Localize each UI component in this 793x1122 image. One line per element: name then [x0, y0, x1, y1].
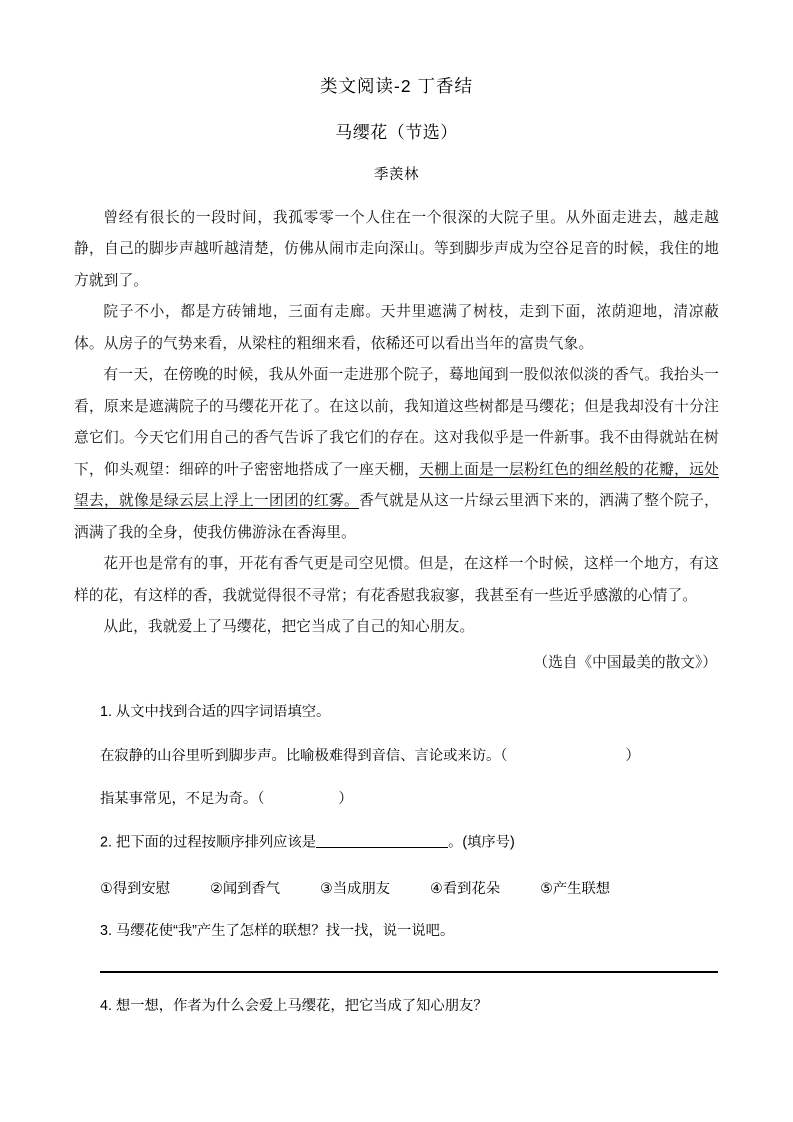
question-2-answer-blank[interactable] — [316, 833, 448, 848]
question-1-item-a — [74, 747, 719, 766]
question-3-stem: 3. 马缨花使“我”产生了怎样的联想？找一找，说一说吧。 — [100, 922, 455, 939]
passage-author: 季羡林 — [374, 167, 419, 184]
passage-paragraph: 从此，我就爱上了马缨花，把它当成了自己的知心朋友。 — [103, 619, 475, 636]
option-item[interactable]: ⑤产生联想 — [540, 880, 611, 897]
passage-paragraph: 曾经有很长的一段时间，我孤零零一个人住在一个很深的大院子里。从外面走进去，越走越静，自己的脚步声越听越清楚，仿佛从闹市走向深山。等到脚步声成为空谷足音的时候，我住的地方就到了。 — [74, 209, 719, 289]
question-1-item-a-text: 在寂静的山谷里听到脚步声。比喻极难得到音信、言论或来访。（ — [100, 747, 508, 764]
question-1-item-b-close: ） — [338, 790, 353, 807]
passage-title: 马缨花（节选） — [335, 123, 458, 142]
passage-paragraph: 花开也是常有的事，开花有香气更是司空见惯。但是，在这样一个时候，这样一个地方，有这样的花，有这样的香，我就觉得很不寻常；有花香慰我寂寥，我甚至有一些近乎感激的心情了。 — [74, 556, 719, 604]
question-1-stem: 1. 从文中找到合适的四字词语填空。 — [100, 704, 331, 721]
paragraph-text-after-underline: 香气就是从这一片绿云里洒下来的，洒满了整个院子，洒满了我的全身，使我仿佛游泳在香海里。 — [74, 493, 719, 541]
option-item[interactable]: ②闻到香气 — [210, 880, 281, 897]
question-2-options — [74, 878, 719, 898]
question-2-stem-after: 。(填序号) — [448, 834, 515, 851]
paragraph-text-before-underline: 有一天，在傍晚的时候，我从外面一走进那个院子，蓦地闻到一股似浓似淡的香气。我抬头一看，原来是遮满院子的马缨花开花了。在这以前，我知道这些树都是马缨花；但是我却没有十分注意它们。今天它们用自己的香气告诉了我它们的存在。这对我似乎是一件新事。我不由得就站在树下，仰头观望：细碎的叶子密密地搭成了一座天棚， — [74, 367, 719, 478]
passage-paragraph-with-underline — [74, 360, 719, 549]
question-4-stem: 4. 想一想，作者为什么会爱上马缨花，把它当成了知心朋友？ — [100, 998, 488, 1015]
underlined-sentence: 天棚上面是一层粉红色的细丝般的花瓣，远处望去，就像是绿云层上浮上一团团的红雾。 — [74, 461, 719, 510]
answer-writing-line[interactable] — [100, 971, 718, 973]
question-1-item-a-close: ） — [625, 747, 640, 764]
passage-paragraph: 院子不小，都是方砖铺地，三面有走廊。天井里遮满了树枝，走到下面，浓荫迎地，清凉蔽体。从房子的气势来看，从梁柱的粗细来看，依稀还可以看出当年的富贵气象。 — [74, 304, 719, 352]
question-2-stem — [74, 833, 719, 853]
option-item[interactable]: ④看到花朵 — [430, 880, 501, 897]
question-1-item-b-text: 指某事常见，不足为奇。（ — [100, 790, 265, 807]
option-item[interactable]: ③当成朋友 — [320, 880, 391, 897]
page-content — [74, 0, 719, 1016]
page-title: 类文阅读-2 丁香结 — [320, 76, 473, 96]
source-attribution: （选自《中国最美的散文》） — [533, 654, 717, 671]
option-item[interactable]: ①得到安慰 — [100, 880, 171, 897]
question-1-item-b — [74, 790, 719, 809]
question-2-stem-before: 2. 把下面的过程按顺序排列应该是 — [100, 834, 317, 851]
